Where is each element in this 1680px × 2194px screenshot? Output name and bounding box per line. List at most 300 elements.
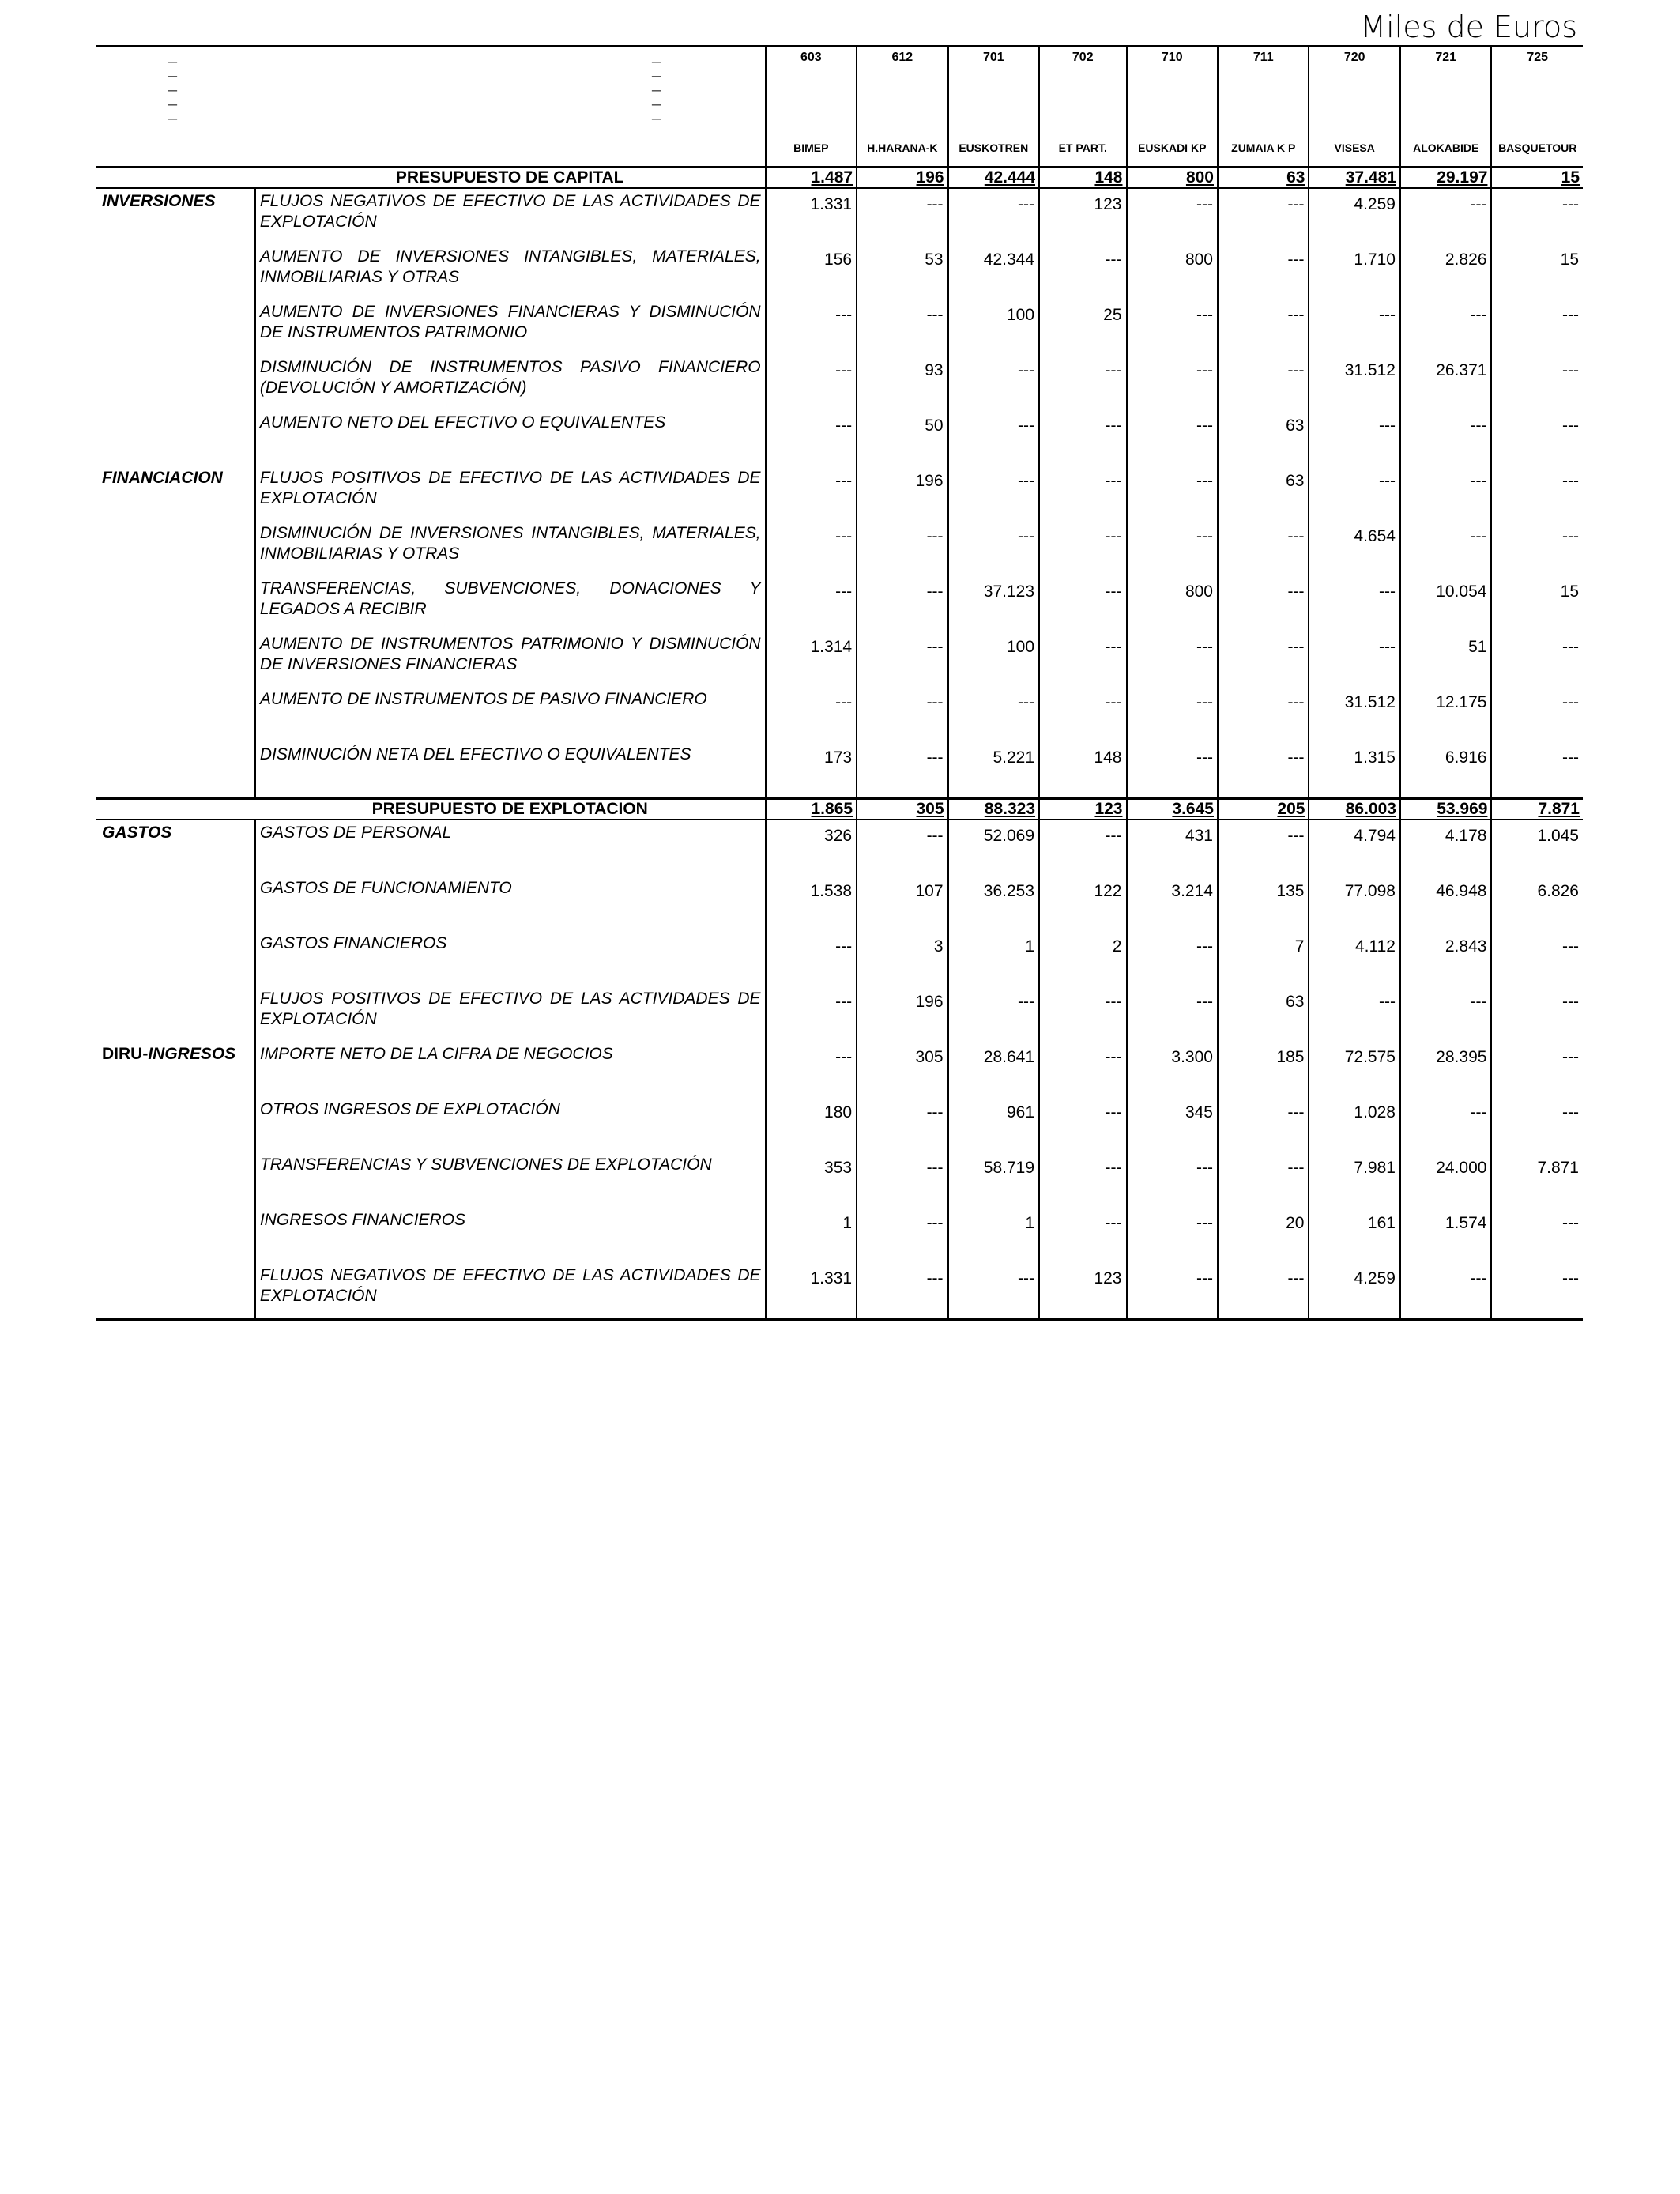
value-cell: 3.214 [1127,876,1218,931]
row-group [96,521,255,576]
value-cell: --- [766,931,857,986]
row-description: GASTOS DE PERSONAL [255,820,766,876]
value-cell: 3 [857,931,947,986]
value-cell: --- [1127,1263,1218,1320]
value-cell: 7 [1218,931,1309,986]
value-cell: --- [948,1263,1039,1320]
column-entity: ZUMAIA K P [1218,130,1309,168]
column-code: 701 [948,47,1039,130]
value-cell: 20 [1218,1208,1309,1263]
value-cell: --- [1400,188,1491,244]
row-group [96,1152,255,1208]
value-cell: 1.315 [1309,742,1399,799]
dash-mark: – [651,67,661,85]
table-row [96,820,1583,876]
row-description: INGRESOS FINANCIEROS [255,1208,766,1263]
row-group [96,576,255,631]
value-cell: --- [1039,466,1126,521]
table-row [96,1263,1583,1320]
row-group [96,1097,255,1152]
units-label: Miles de Euros [1360,9,1577,44]
column-code: 702 [1039,47,1126,130]
row-group [96,1263,255,1320]
table-row [96,1097,1583,1152]
value-cell: 4.112 [1309,931,1399,986]
value-cell: --- [1400,300,1491,355]
value-cell: 4.794 [1309,820,1399,876]
value-cell: --- [857,1263,947,1320]
row-description: FLUJOS POSITIVOS DE EFECTIVO DE LAS ACTIVIDADES DE EXPLOTACIÓN [255,466,766,521]
value-cell: --- [857,300,947,355]
column-code: 721 [1400,47,1491,130]
value-cell: 2.843 [1400,931,1491,986]
column-entity: BASQUETOUR [1491,130,1583,168]
value-cell: 961 [948,1097,1039,1152]
value-cell: --- [1218,1097,1309,1152]
table-row [96,1152,1583,1208]
row-group-prefix: DIRU- [102,1045,149,1063]
value-cell: --- [1491,986,1583,1042]
value-cell: --- [766,986,857,1042]
value-cell: 2.826 [1400,244,1491,300]
row-group [96,1042,255,1097]
value-cell: --- [948,986,1039,1042]
value-cell: --- [1127,742,1218,799]
value-cell: --- [1039,1208,1126,1263]
value-cell: --- [1309,466,1399,521]
row-description: TRANSFERENCIAS Y SUBVENCIONES DE EXPLOTACIÓN [255,1152,766,1208]
value-cell: 25 [1039,300,1126,355]
explotacion-total-row [96,799,1583,820]
table-row [96,1042,1583,1097]
value-cell: --- [1400,1097,1491,1152]
row-description: DISMINUCIÓN NETA DEL EFECTIVO O EQUIVALENTES [255,742,766,799]
value-cell: --- [766,466,857,521]
value-cell: 31.512 [1309,355,1399,410]
header-blank-right [255,47,766,130]
value-cell: 15 [1491,576,1583,631]
explotacion-total-cell: 305 [857,799,947,820]
value-cell: --- [1400,410,1491,466]
explotacion-total-cell: 88.323 [948,799,1039,820]
table-row [96,576,1583,631]
value-cell: 180 [766,1097,857,1152]
value-cell: 123 [1039,188,1126,244]
dash-mark: – [651,110,661,127]
value-cell: --- [1218,576,1309,631]
value-cell: 185 [1218,1042,1309,1097]
value-cell: --- [1400,986,1491,1042]
value-cell: --- [1218,355,1309,410]
capital-total-cell: 63 [1218,168,1309,189]
value-cell: --- [857,742,947,799]
dash-mark: – [168,67,178,85]
capital-total-cell: 42.444 [948,168,1039,189]
value-cell: 63 [1218,986,1309,1042]
header-blank-left [96,47,255,130]
row-group-label: INGRESOS [148,1045,236,1063]
value-cell: --- [1039,820,1126,876]
value-cell: --- [1127,1152,1218,1208]
row-group [96,188,255,244]
header-codes-row [96,47,1583,130]
capital-total-cell: 37.481 [1309,168,1399,189]
value-cell: --- [766,410,857,466]
row-group [96,244,255,300]
table-row [96,631,1583,687]
table-row [96,931,1583,986]
value-cell: --- [1218,188,1309,244]
row-group [96,1208,255,1263]
value-cell: --- [857,1208,947,1263]
row-group [96,687,255,742]
column-code: 711 [1218,47,1309,130]
value-cell: 135 [1218,876,1309,931]
row-group [96,631,255,687]
dash-mark: – [651,53,661,70]
row-description: TRANSFERENCIAS, SUBVENCIONES, DONACIONES Y LEGADOS A RECIBIR [255,576,766,631]
value-cell: 431 [1127,820,1218,876]
value-cell: --- [1127,631,1218,687]
value-cell: --- [1039,1042,1126,1097]
value-cell: --- [1491,931,1583,986]
value-cell: 107 [857,876,947,931]
value-cell: 46.948 [1400,876,1491,931]
capital-total-cell: 15 [1491,168,1583,189]
table-row [96,876,1583,931]
value-cell: 28.641 [948,1042,1039,1097]
value-cell: --- [1039,521,1126,576]
value-cell: 123 [1039,1263,1126,1320]
value-cell: 2 [1039,931,1126,986]
table-row [96,742,1583,799]
dash-mark: – [168,53,178,70]
explotacion-total-cell: 3.645 [1127,799,1218,820]
column-entity: BIMEP [766,130,857,168]
value-cell: 63 [1218,466,1309,521]
value-cell: 36.253 [948,876,1039,931]
value-cell: 24.000 [1400,1152,1491,1208]
value-cell: 1.028 [1309,1097,1399,1152]
value-cell: --- [766,687,857,742]
value-cell: 1 [948,931,1039,986]
capital-total-cell: 1.487 [766,168,857,189]
value-cell: 50 [857,410,947,466]
value-cell: 1.331 [766,1263,857,1320]
value-cell: --- [1491,1097,1583,1152]
explotacion-total-cell: 205 [1218,799,1309,820]
value-cell: --- [948,355,1039,410]
value-cell: --- [1309,631,1399,687]
value-cell: --- [948,188,1039,244]
value-cell: --- [1127,687,1218,742]
value-cell: 1.331 [766,188,857,244]
row-group [96,466,255,521]
explotacion-total-cell: 123 [1039,799,1126,820]
explotacion-total-cell: 86.003 [1309,799,1399,820]
value-cell: 156 [766,244,857,300]
value-cell: 26.371 [1400,355,1491,410]
value-cell: --- [1491,466,1583,521]
value-cell: 305 [857,1042,947,1097]
value-cell: --- [1039,410,1126,466]
value-cell: --- [1400,466,1491,521]
value-cell: --- [857,188,947,244]
value-cell: 161 [1309,1208,1399,1263]
value-cell: --- [857,576,947,631]
value-cell: 122 [1039,876,1126,931]
row-group [96,410,255,466]
value-cell: --- [1127,1208,1218,1263]
header-entities-row [96,130,1583,168]
value-cell: --- [1491,687,1583,742]
value-cell: --- [948,466,1039,521]
value-cell: 1.314 [766,631,857,687]
row-description: GASTOS DE FUNCIONAMIENTO [255,876,766,931]
value-cell: --- [766,355,857,410]
table-row [96,986,1583,1042]
value-cell: 28.395 [1400,1042,1491,1097]
column-entity: EUSKOTREN [948,130,1039,168]
value-cell: --- [1218,687,1309,742]
value-cell: 72.575 [1309,1042,1399,1097]
value-cell: --- [1218,742,1309,799]
dash-mark: – [651,81,661,99]
capital-total-cell: 196 [857,168,947,189]
value-cell: --- [1309,410,1399,466]
value-cell: 4.178 [1400,820,1491,876]
row-group-label: FINANCIACION [102,469,223,487]
value-cell: 58.719 [948,1152,1039,1208]
row-group [96,300,255,355]
value-cell: --- [1127,188,1218,244]
value-cell: --- [1309,986,1399,1042]
value-cell: 3.300 [1127,1042,1218,1097]
row-group-label: INVERSIONES [102,192,216,210]
value-cell: 77.098 [1309,876,1399,931]
value-cell: --- [1491,188,1583,244]
value-cell: 196 [857,466,947,521]
row-description: FLUJOS POSITIVOS DE EFECTIVO DE LAS ACTIVIDADES DE EXPLOTACIÓN [255,986,766,1042]
value-cell: --- [1491,742,1583,799]
value-cell: --- [1218,820,1309,876]
value-cell: --- [1218,1263,1309,1320]
value-cell: --- [1400,521,1491,576]
value-cell: 196 [857,986,947,1042]
table-row [96,1208,1583,1263]
row-description: FLUJOS NEGATIVOS DE EFECTIVO DE LAS ACTIVIDADES DE EXPLOTACIÓN [255,188,766,244]
row-group [96,820,255,876]
capital-total-cell: 29.197 [1400,168,1491,189]
value-cell: 10.054 [1400,576,1491,631]
value-cell: --- [857,1152,947,1208]
value-cell: --- [1218,521,1309,576]
budget-table [96,45,1583,1321]
value-cell: 4.654 [1309,521,1399,576]
value-cell: --- [1309,300,1399,355]
value-cell: --- [1491,1208,1583,1263]
row-description: AUMENTO DE INSTRUMENTOS DE PASIVO FINANCIERO [255,687,766,742]
column-code: 710 [1127,47,1218,130]
value-cell: 51 [1400,631,1491,687]
dash-mark: – [168,110,178,127]
row-description: AUMENTO DE INSTRUMENTOS PATRIMONIO Y DISMINUCIÓN DE INVERSIONES FINANCIERAS [255,631,766,687]
value-cell: 6.826 [1491,876,1583,931]
row-group [96,355,255,410]
value-cell: --- [1039,244,1126,300]
explotacion-title: PRESUPUESTO DE EXPLOTACION [255,799,766,820]
row-description: AUMENTO DE INVERSIONES INTANGIBLES, MATERIALES, INMOBILIARIAS Y OTRAS [255,244,766,300]
row-group [96,876,255,931]
value-cell: --- [1039,576,1126,631]
value-cell: 173 [766,742,857,799]
value-cell: 63 [1218,410,1309,466]
column-code: 612 [857,47,947,130]
header-blank-right-2 [255,130,766,168]
value-cell: --- [1491,1042,1583,1097]
column-code: 603 [766,47,857,130]
value-cell: --- [1218,244,1309,300]
row-group-label: GASTOS [102,824,172,842]
table-row [96,355,1583,410]
row-group [96,742,255,799]
value-cell: --- [766,300,857,355]
table-row [96,466,1583,521]
value-cell: 15 [1491,244,1583,300]
row-description: IMPORTE NETO DE LA CIFRA DE NEGOCIOS [255,1042,766,1097]
row-description: OTROS INGRESOS DE EXPLOTACIÓN [255,1097,766,1152]
capital-title: PRESUPUESTO DE CAPITAL [255,168,766,189]
dash-mark: – [651,96,661,113]
table-row [96,410,1583,466]
capital-total-cell: 148 [1039,168,1126,189]
value-cell: --- [857,521,947,576]
value-cell: 4.259 [1309,1263,1399,1320]
explotacion-total-cell: 7.871 [1491,799,1583,820]
column-entity: ALOKABIDE [1400,130,1491,168]
value-cell: --- [766,576,857,631]
value-cell: 5.221 [948,742,1039,799]
value-cell: --- [1127,521,1218,576]
value-cell: 37.123 [948,576,1039,631]
column-code: 720 [1309,47,1399,130]
row-description: FLUJOS NEGATIVOS DE EFECTIVO DE LAS ACTIVIDADES DE EXPLOTACIÓN [255,1263,766,1320]
value-cell: 1.710 [1309,244,1399,300]
table-row [96,244,1583,300]
value-cell: --- [948,687,1039,742]
value-cell: --- [1400,1263,1491,1320]
value-cell: 1.538 [766,876,857,931]
value-cell: 1.045 [1491,820,1583,876]
value-cell: 52.069 [948,820,1039,876]
value-cell: --- [857,820,947,876]
column-entity: EUSKADI KP [1127,130,1218,168]
table-row [96,687,1583,742]
table-row [96,300,1583,355]
dash-mark: – [168,81,178,99]
dash-mark: – [168,96,178,113]
value-cell: 100 [948,631,1039,687]
value-cell: 93 [857,355,947,410]
column-entity: ET PART. [1039,130,1126,168]
value-cell: --- [1491,355,1583,410]
value-cell: 42.344 [948,244,1039,300]
capital-total-cell: 800 [1127,168,1218,189]
value-cell: 7.981 [1309,1152,1399,1208]
value-cell: --- [1491,300,1583,355]
value-cell: --- [1309,576,1399,631]
value-cell: --- [1491,631,1583,687]
value-cell: 7.871 [1491,1152,1583,1208]
value-cell: --- [1039,986,1126,1042]
value-cell: --- [1218,300,1309,355]
section-blank [96,168,255,189]
table-row [96,188,1583,244]
value-cell: --- [1491,410,1583,466]
value-cell: 4.259 [1309,188,1399,244]
row-description: AUMENTO DE INVERSIONES FINANCIERAS Y DISMINUCIÓN DE INSTRUMENTOS PATRIMONIO [255,300,766,355]
value-cell: 800 [1127,576,1218,631]
row-description: GASTOS FINANCIEROS [255,931,766,986]
value-cell: 100 [948,300,1039,355]
value-cell: --- [1127,300,1218,355]
row-group [96,986,255,1042]
value-cell: --- [1127,410,1218,466]
value-cell: --- [1127,466,1218,521]
value-cell: --- [766,1042,857,1097]
explotacion-total-cell: 1.865 [766,799,857,820]
row-description: AUMENTO NETO DEL EFECTIVO O EQUIVALENTES [255,410,766,466]
value-cell: --- [857,1097,947,1152]
value-cell: 31.512 [1309,687,1399,742]
capital-total-row [96,168,1583,189]
row-description: DISMINUCIÓN DE INVERSIONES INTANGIBLES, MATERIALES, INMOBILIARIAS Y OTRAS [255,521,766,576]
value-cell: 345 [1127,1097,1218,1152]
section-blank [96,799,255,820]
row-group [96,931,255,986]
value-cell: --- [1039,1097,1126,1152]
value-cell: 800 [1127,244,1218,300]
value-cell: 12.175 [1400,687,1491,742]
value-cell: --- [1491,521,1583,576]
row-description: DISMINUCIÓN DE INSTRUMENTOS PASIVO FINANCIERO (DEVOLUCIÓN Y AMORTIZACIÓN) [255,355,766,410]
value-cell: 1.574 [1400,1208,1491,1263]
value-cell: --- [948,521,1039,576]
value-cell: 6.916 [1400,742,1491,799]
value-cell: --- [1491,1263,1583,1320]
value-cell: --- [857,687,947,742]
value-cell: 53 [857,244,947,300]
header-blank-left-2 [96,130,255,168]
value-cell: 1 [766,1208,857,1263]
value-cell: --- [857,631,947,687]
value-cell: 1 [948,1208,1039,1263]
explotacion-total-cell: 53.969 [1400,799,1491,820]
value-cell: 353 [766,1152,857,1208]
value-cell: --- [1127,931,1218,986]
value-cell: --- [1218,1152,1309,1208]
value-cell: --- [948,410,1039,466]
value-cell: --- [1039,355,1126,410]
value-cell: --- [1039,687,1126,742]
value-cell: --- [1039,1152,1126,1208]
table-row [96,521,1583,576]
table-body [96,47,1583,1320]
value-cell: 326 [766,820,857,876]
value-cell: --- [1127,355,1218,410]
value-cell: 148 [1039,742,1126,799]
value-cell: --- [766,521,857,576]
